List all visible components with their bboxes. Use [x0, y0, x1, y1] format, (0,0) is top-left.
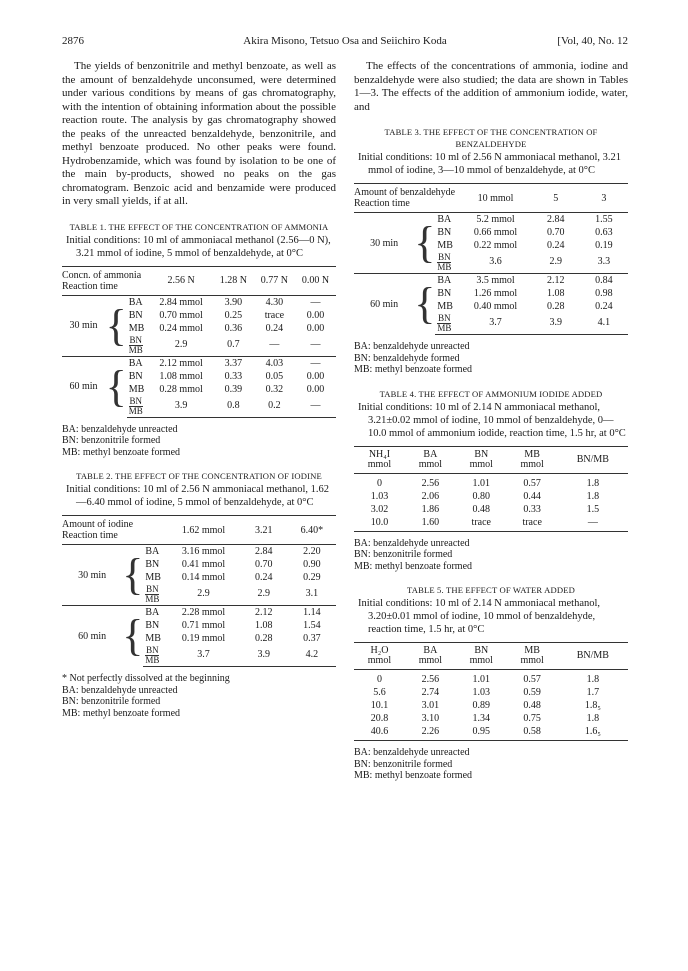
- column-header: 2.56 N: [149, 266, 213, 295]
- table-cell: 0.19 mmol: [181, 633, 226, 644]
- table-cell: 0.25: [224, 309, 243, 321]
- column-header-unit: mmol: [469, 458, 493, 470]
- table-cell: —: [295, 356, 336, 370]
- column-header: 3: [580, 184, 628, 213]
- intro-paragraph-left: The yields of benzonitrile and methyl benzoate, as well as the amount of benzaldehyde unconsumed, were determined under various conditions by means of gas chromatography, with the intention of obtaining information about the possible reaction route. The analysis by gas chromatography showed the peaks of the unreacted benzaldehyde, benzonitrile, and methyl benzoate produced. No other peaks were found. Hydrobenzamide, which was found by isolation to be one of the main by-products, showed no peaks on the gas chromatogram. Benzoic acid and benzamide were produced in very small yields, if at all.: [62, 60, 336, 207]
- left-column: [62, 60, 336, 719]
- table-cell: 1.6₅: [558, 725, 628, 741]
- table-cell: 3.1: [305, 588, 319, 599]
- row-label: BN: [128, 370, 143, 382]
- row-label: BN: [128, 309, 143, 321]
- table-cell: 0.41 mmol: [181, 559, 226, 570]
- table-header-row: [354, 184, 628, 199]
- table-cell: 1.60: [405, 516, 456, 532]
- table-row: [62, 295, 336, 309]
- table-cell: 0.39: [224, 383, 243, 395]
- table-cell: 3.3: [597, 256, 611, 267]
- ratio-denominator: MB: [145, 655, 160, 665]
- ratio-numerator: BN: [129, 395, 142, 406]
- intro-paragraph-right: The effects of the concentrations of ammonia, iodine and benzaldehyde were also studied; the data are shown in Tables 1—3. The effects of the addition of ammonium iodide, water, and: [354, 60, 628, 113]
- table-cell: 1.26 mmol: [473, 288, 518, 299]
- row-label: [127, 396, 150, 418]
- table-cell: 1.5: [586, 503, 600, 515]
- table-conditions: Initial conditions: 10 ml of 2.14 N ammoniacal methanol, 3.20±0.01 mmol of iodine, 10 mmol of benzaldehyde, reaction time, 1.5 hr, at 0°C: [358, 598, 601, 635]
- footnote: BN: benzonitrile formed: [62, 696, 161, 707]
- table-cell: 1.01: [472, 477, 491, 489]
- table-footnotes: [354, 538, 628, 573]
- table-cell: 0.48: [472, 503, 491, 515]
- table-cell: 4.30: [254, 295, 295, 309]
- column-header-name: BN: [474, 645, 489, 656]
- ratio-numerator: BN: [438, 313, 451, 323]
- table-cell: 1.01: [472, 674, 491, 685]
- table-cell: 4.1: [580, 313, 628, 335]
- table-cell: —: [269, 338, 280, 350]
- table-3: [354, 126, 628, 376]
- footnote: * Not perfectly dissolved at the beginning: [62, 673, 230, 684]
- table-cell: —: [295, 396, 336, 418]
- table-row: [354, 516, 628, 532]
- table-cell: 1.55: [580, 213, 628, 227]
- column-header: 5: [532, 184, 580, 213]
- column-header: [405, 643, 456, 670]
- ratio-denominator: MB: [437, 323, 452, 333]
- ratio-numerator: BN: [146, 645, 159, 655]
- brace-glyph: {: [414, 274, 435, 335]
- table-caption: TABLE 1. THE EFFECT OF THE CONCENTRATION OF AMMONIA: [69, 221, 329, 232]
- table-cell: 0.75: [523, 713, 541, 724]
- table-cell: 0.57: [523, 477, 541, 489]
- table-cell: —: [558, 516, 628, 532]
- table-row: [62, 606, 336, 620]
- row-label: MB: [437, 301, 453, 312]
- column-header-name: BA: [423, 645, 438, 656]
- table-row: [354, 490, 628, 503]
- table-cell: 0.22 mmol: [473, 240, 518, 251]
- table-cell: 0.90: [303, 559, 321, 570]
- row-label: BA: [143, 606, 167, 620]
- ratio-denominator: MB: [145, 594, 160, 604]
- header-volume: [Vol, 40, No. 12: [557, 35, 628, 47]
- table-cell: 0.33: [224, 370, 243, 382]
- table-row: [354, 725, 628, 741]
- table-caption: TABLE 2. THE EFFECT OF THE CONCENTRATION OF IODINE: [76, 471, 322, 481]
- footnote: MB: methyl benzoate formed: [354, 364, 473, 375]
- footnote: MB: methyl benzoate formed: [354, 770, 473, 781]
- table-cell: 0.28: [546, 301, 565, 312]
- column-header: 0.77 N: [254, 266, 295, 295]
- data-table: [354, 642, 628, 741]
- table-cell: 3.16 mmol: [167, 545, 239, 559]
- reaction-time: 30 min: [62, 545, 122, 606]
- row-label: [435, 252, 459, 274]
- column-header: [558, 643, 628, 670]
- table-row: [354, 473, 628, 490]
- footnote: BA: benzaldehyde unreacted: [62, 684, 178, 696]
- table-conditions: Initial conditions: 10 ml of ammoniacal methanol (2.56—0 N), 3.21 mmol of iodine, 5 mmol of benzaldehyde, at 0°C: [66, 234, 331, 259]
- table-cell: 0.59: [523, 687, 541, 698]
- table-row: [354, 670, 628, 687]
- table-2: [62, 470, 336, 719]
- column-header: 1.28 N: [213, 266, 254, 295]
- table-cell: 2.56: [421, 477, 440, 489]
- table-cell: 0.00: [306, 322, 325, 334]
- table-cell: 3.10: [421, 713, 440, 724]
- table-cell: 0.24 mmol: [159, 322, 203, 334]
- page-number: 2876: [62, 35, 84, 47]
- column-header: [507, 446, 558, 473]
- column-header: [456, 446, 507, 473]
- table-header-row: [62, 266, 336, 281]
- table-cell: 40.6: [354, 725, 405, 741]
- table-cell: 0.24: [254, 572, 273, 583]
- table-cell: 1.86: [421, 503, 440, 515]
- table-cell: 2.84: [240, 545, 288, 559]
- right-column: [354, 60, 628, 782]
- table-cell: 5.6: [373, 687, 386, 698]
- footnote: BN: benzonitrile formed: [62, 435, 161, 446]
- footnote: BA: benzaldehyde unreacted: [354, 341, 470, 352]
- footnote: MB: methyl benzoate formed: [354, 560, 473, 572]
- table-cell: 4.2: [288, 645, 336, 667]
- table-cell: 0.32: [265, 383, 284, 395]
- table-cell: 0.66 mmol: [473, 227, 518, 238]
- table-cell: 1.54: [303, 620, 321, 631]
- table-row: [62, 356, 336, 370]
- table-row: [354, 699, 628, 712]
- table-cell: 0.29: [303, 572, 321, 583]
- row-label: BN: [437, 288, 452, 299]
- table-cell: 2.12: [532, 274, 580, 288]
- table-cell: 2.06: [421, 490, 440, 502]
- column-header-name: BN/MB: [576, 650, 609, 661]
- footnote: BA: benzaldehyde unreacted: [62, 423, 178, 435]
- table-conditions: Initial conditions: 10 ml of 2.56 N ammoniacal methanol, 1.62—6.40 mmol of iodine, 5 mmol of benzaldehyde, at 0°C: [66, 484, 330, 508]
- table-cell: 1.8: [586, 713, 600, 724]
- column-header-unit: mmol: [469, 655, 493, 666]
- table-cell: 1.03: [472, 687, 491, 698]
- table-cell: 0.70: [254, 559, 273, 570]
- row-label: [143, 645, 167, 667]
- table-cell: 2.56: [421, 674, 440, 685]
- row-label: BN: [145, 559, 160, 570]
- table-cell: 2.20: [288, 545, 336, 559]
- table-cell: 1.8: [586, 477, 600, 489]
- running-header: [62, 35, 628, 51]
- table-cell: 0.63: [595, 227, 613, 238]
- table-row: [354, 274, 628, 288]
- table-cell: 1.14: [288, 606, 336, 620]
- table-cell: 0.44: [523, 490, 541, 502]
- table-cell: 2.9: [174, 338, 188, 350]
- table-cell: 1.08: [254, 620, 273, 631]
- table-cell: trace: [264, 309, 285, 321]
- brace-glyph: {: [105, 295, 127, 356]
- table-cell: 0.95: [456, 725, 507, 741]
- column-header-unit: mmol: [520, 655, 544, 666]
- table-cell: 1.8: [586, 674, 600, 685]
- ratio-denominator: MB: [128, 344, 143, 355]
- header-variable: Concn. of ammonia: [62, 266, 149, 281]
- table-cell: 0.24: [546, 240, 565, 251]
- header-time: Reaction time: [62, 530, 118, 541]
- table-cell: 0.33: [523, 503, 541, 515]
- column-header-name: BN: [474, 448, 489, 460]
- table-cell: 3.9: [532, 313, 580, 335]
- table-cell: 2.9: [197, 588, 210, 599]
- footnote: BA: benzaldehyde unreacted: [354, 747, 470, 758]
- table-cell: 0.58: [507, 725, 558, 741]
- table-cell: 0.14 mmol: [181, 572, 226, 583]
- ratio-numerator: BN: [438, 252, 451, 262]
- table-footnotes: [354, 747, 628, 782]
- table-caption: TABLE 5. THE EFFECT OF WATER ADDED: [407, 585, 575, 595]
- footnote: BN: benzonitrile formed: [354, 758, 453, 770]
- ratio-numerator: BN: [146, 584, 159, 594]
- ratio-denominator: MB: [128, 405, 143, 416]
- column-header: [456, 643, 507, 670]
- table-1: [62, 221, 336, 459]
- table-cell: 2.12: [240, 606, 288, 620]
- column-header: [354, 643, 405, 670]
- table-cell: 3.37: [213, 356, 254, 370]
- ratio-label: [129, 336, 143, 355]
- row-label: MB: [145, 633, 161, 644]
- column-header: 3.21: [240, 516, 288, 545]
- table-cell: 0.24: [595, 301, 613, 312]
- column-header: 10 mmol: [459, 184, 531, 213]
- table-conditions: Initial conditions: 10 ml of 2.56 N ammoniacal methanol, 3.21 mmol of iodine, 3—10 mmol of benzaldehyde, at 0°C: [358, 152, 622, 176]
- row-label: [435, 313, 459, 335]
- table-cell: 1.8: [586, 490, 600, 502]
- table-cell: 0.00: [306, 370, 325, 382]
- ratio-label: [145, 585, 159, 604]
- table-cell: 0.37: [303, 633, 321, 644]
- column-header-name: MB: [524, 645, 540, 656]
- table-cell: 0.05: [265, 370, 284, 382]
- column-header-name: MB: [524, 448, 540, 460]
- data-table: [62, 266, 336, 418]
- table-cell: 0: [376, 674, 382, 685]
- table-cell: 0.28 mmol: [159, 383, 203, 395]
- reaction-time: 60 min: [62, 356, 105, 417]
- column-header-name: H₂O: [370, 645, 389, 656]
- reaction-time: 30 min: [62, 295, 105, 356]
- column-header: [558, 446, 628, 473]
- table-cell: 3.01: [421, 700, 440, 711]
- data-table: [354, 446, 628, 532]
- column-header: 1.62 mmol: [167, 516, 239, 545]
- ratio-label: [437, 253, 451, 272]
- ratio-label: [129, 397, 143, 416]
- table-cell: 2.9: [257, 588, 270, 599]
- table-cell: 3.7: [459, 313, 531, 335]
- table-footnotes: [62, 424, 336, 459]
- table-5: [354, 584, 628, 782]
- table-cell: 0.7: [227, 338, 240, 350]
- table-conditions: Initial conditions: 10 ml of 2.14 N ammoniacal methanol, 3.21±0.02 mmol of iodine, 10 mmol of benzaldehyde, 0—10.0 mmol of ammonium iodide, reaction time, 1.5 hr, at 0°C: [358, 401, 626, 439]
- row-label: MB: [437, 240, 453, 251]
- table-row: [354, 213, 628, 227]
- table-cell: 2.26: [405, 725, 456, 741]
- footnote: BN: benzaldehyde formed: [354, 352, 460, 364]
- table-cell: trace: [456, 516, 507, 532]
- column-header: 0.00 N: [295, 266, 336, 295]
- row-label: MB: [145, 572, 161, 583]
- column-header-unit: mmol: [367, 458, 392, 470]
- row-label: MB: [128, 322, 145, 334]
- table-cell: 1.08 mmol: [159, 370, 203, 382]
- table-cell: 0.2: [254, 396, 295, 418]
- table-cell: 0: [376, 477, 382, 489]
- table-cell: 1.7: [586, 687, 600, 698]
- footnote: BN: benzonitrile formed: [354, 549, 453, 560]
- brace-glyph: {: [122, 606, 143, 667]
- ratio-numerator: BN: [129, 334, 142, 345]
- table-cell: 0.98: [595, 288, 613, 299]
- row-label: [143, 584, 167, 606]
- table-cell: 3.5 mmol: [459, 274, 531, 288]
- table-cell: 0.71 mmol: [181, 620, 226, 631]
- table-cell: 0.80: [472, 490, 491, 502]
- table-cell: 2.9: [549, 256, 562, 267]
- column-header-unit: mmol: [418, 655, 443, 666]
- brace-glyph: {: [105, 356, 127, 417]
- row-label: MB: [128, 383, 145, 395]
- table-cell: —: [295, 295, 336, 309]
- ratio-label: [145, 646, 159, 665]
- table-cell: 1.8₅: [584, 700, 601, 711]
- table-cell: 2.74: [421, 687, 440, 698]
- reaction-time: 60 min: [62, 606, 122, 667]
- table-cell: 1.34: [472, 713, 491, 724]
- data-table: [354, 183, 628, 335]
- footnote: MB: methyl benzoate formed: [62, 446, 181, 458]
- row-label: BA: [127, 356, 150, 370]
- table-cell: 0.48: [523, 700, 541, 711]
- table-cell: 2.84 mmol: [149, 295, 213, 309]
- row-label: BA: [143, 545, 167, 559]
- table-row: [62, 545, 336, 559]
- table-cell: 1.03: [370, 490, 389, 502]
- column-header-name: BA: [423, 448, 438, 460]
- table-cell: 20.8: [370, 713, 389, 724]
- column-header: [507, 643, 558, 670]
- column-header: [405, 446, 456, 473]
- table-cell: 4.03: [254, 356, 295, 370]
- row-label: BA: [435, 274, 459, 288]
- row-label: BN: [437, 227, 452, 238]
- table-cell: 0.8: [213, 396, 254, 418]
- column-header-unit: mmol: [367, 655, 392, 666]
- table-cell: 1.08: [546, 288, 565, 299]
- table-cell: —: [310, 338, 321, 350]
- table-row: [354, 712, 628, 725]
- row-label: BA: [127, 295, 150, 309]
- table-cell: 3.9: [149, 396, 213, 418]
- header-time: Reaction time: [354, 198, 410, 209]
- table-4: [354, 388, 628, 573]
- table-footnotes: [62, 673, 336, 719]
- table-cell: 0.84: [580, 274, 628, 288]
- header-variable: Amount of iodine: [62, 516, 167, 531]
- row-label: BN: [145, 620, 160, 631]
- table-row: [354, 686, 628, 699]
- table-caption: TABLE 3. THE EFFECT OF THE CONCENTRATION OF BENZALDEHYDE: [384, 127, 598, 149]
- footnote: MB: methyl benzoate formed: [62, 707, 181, 719]
- row-label: BA: [435, 213, 459, 227]
- table-cell: 3.9: [240, 645, 288, 667]
- table-caption: TABLE 4. THE EFFECT OF AMMONIUM IODIDE ADDED: [379, 388, 603, 399]
- table-cell: 0.40 mmol: [473, 301, 518, 312]
- table-header-row: [354, 643, 628, 670]
- table-cell: 10.0: [354, 516, 405, 532]
- column-header-name: BN/MB: [576, 453, 609, 465]
- column-header: 6.40*: [288, 516, 336, 545]
- table-cell: 3.02: [370, 503, 389, 515]
- table-cell: trace: [507, 516, 558, 532]
- column-header-unit: mmol: [418, 458, 443, 470]
- column-header-unit: mmol: [520, 458, 544, 470]
- table-header-row: [354, 446, 628, 473]
- table-cell: 0.89: [472, 700, 491, 711]
- table-cell: 0.28: [254, 633, 273, 644]
- table-cell: 0.70 mmol: [159, 309, 203, 321]
- table-cell: 2.28 mmol: [167, 606, 239, 620]
- header-variable: Amount of benzaldehyde: [354, 184, 459, 199]
- reaction-time: 30 min: [354, 213, 414, 274]
- header-time: Reaction time: [62, 280, 118, 292]
- brace-glyph: {: [414, 213, 435, 274]
- table-cell: 10.1: [370, 700, 389, 711]
- table-cell: 0.00: [306, 309, 325, 321]
- table-cell: 5.2 mmol: [459, 213, 531, 227]
- ratio-denominator: MB: [437, 262, 452, 272]
- brace-glyph: {: [122, 545, 143, 606]
- column-header-name: NH₄I: [368, 448, 391, 460]
- column-header: [354, 446, 405, 473]
- table-cell: 0.70: [546, 227, 565, 238]
- table-cell: 2.84: [532, 213, 580, 227]
- footnote: BA: benzaldehyde unreacted: [354, 537, 470, 549]
- row-label: [127, 335, 150, 357]
- table-header-row: [62, 516, 336, 531]
- table-cell: 0.00: [306, 383, 325, 395]
- table-footnotes: [354, 341, 628, 376]
- table-cell: 3.6: [489, 256, 502, 267]
- table-cell: 2.12 mmol: [149, 356, 213, 370]
- table-cell: 3.7: [167, 645, 239, 667]
- data-table: [62, 515, 336, 667]
- table-row: [354, 503, 628, 516]
- table-cell: 3.90: [213, 295, 254, 309]
- table-cell: 0.57: [523, 674, 541, 685]
- table-cell: 0.19: [595, 240, 613, 251]
- table-cell: 0.24: [265, 322, 284, 334]
- header-authors: Akira Misono, Tetsuo Osa and Seiichiro Koda: [243, 35, 447, 47]
- reaction-time: 60 min: [354, 274, 414, 335]
- table-cell: 0.36: [224, 322, 243, 334]
- ratio-label: [437, 314, 451, 333]
